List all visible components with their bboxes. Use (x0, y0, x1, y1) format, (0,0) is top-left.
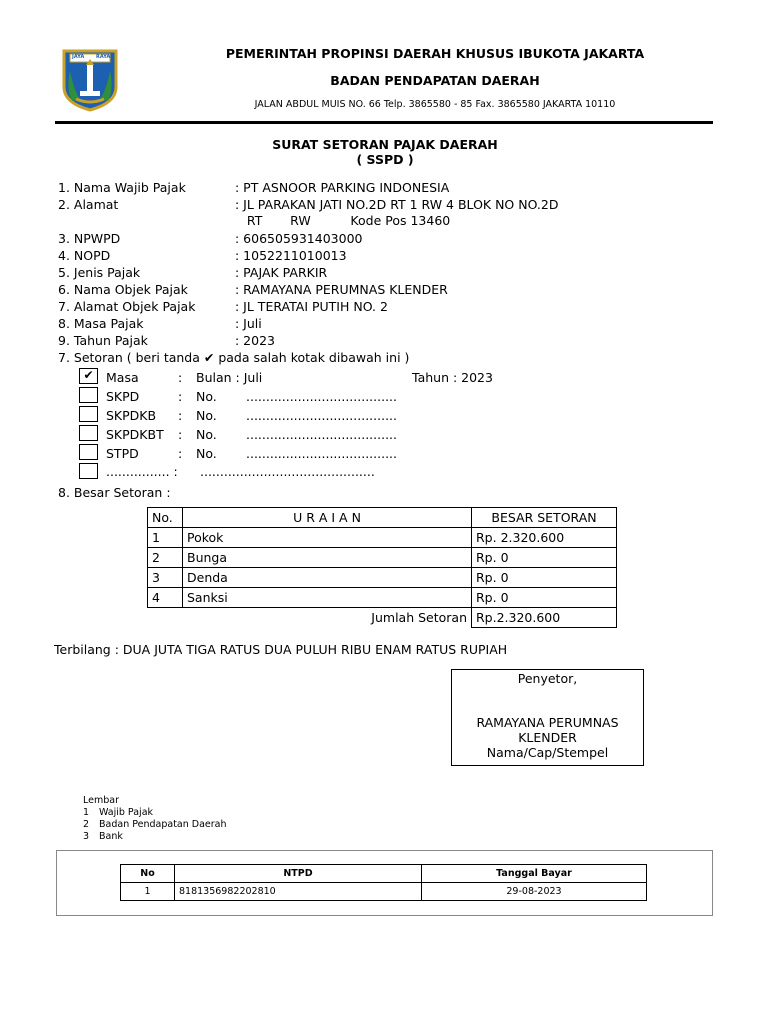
checkbox-extra: ...................................... (246, 446, 397, 461)
payment-table (120, 864, 647, 901)
table-cell: Rp. 0 (472, 588, 617, 608)
field-label: 9. Tahun Pajak (58, 333, 148, 348)
signature-name-line2: KLENDER (518, 730, 577, 745)
header-address: JALAN ABDUL MUIS NO. 66 Telp. 3865580 - 85 Fax. 3865580 JAKARTA 10110 (254, 99, 616, 110)
table-row (121, 883, 647, 901)
field-label: 2. Alamat (58, 197, 119, 212)
checkbox-text: No. (196, 427, 217, 442)
checkbox-extra: Tahun : 2023 (412, 370, 493, 385)
table-row (148, 588, 617, 608)
signature-title: Penyetor, (517, 671, 578, 686)
field-value: : 2023 (235, 333, 275, 348)
signature-name-line1: RAMAYANA PERUMNAS (476, 715, 619, 730)
checkbox-text: No. (196, 389, 217, 404)
field-value: : Juli (235, 316, 262, 331)
field-label: 6. Nama Objek Pajak (58, 282, 188, 297)
checkbox-extra: ...................................... (246, 427, 397, 442)
list-item: 2 Badan Pendapatan Daerah (83, 819, 227, 830)
field-label: 1. Nama Wajib Pajak (58, 180, 186, 195)
table-cell: 2 (148, 548, 183, 568)
checkbox-skpdkbt[interactable] (79, 425, 98, 441)
table-cell: Sanksi (183, 588, 472, 608)
field-label: 8. Masa Pajak (58, 316, 144, 331)
table-cell: 8181356982202810 (175, 883, 422, 901)
document-title: SURAT SETORAN PAJAK DAERAH (272, 137, 498, 152)
field-label: 7. Alamat Objek Pajak (58, 299, 196, 314)
header-divider (55, 121, 713, 124)
checkbox-label: SKPDKBT (106, 427, 164, 442)
table-row (148, 528, 617, 548)
table-total-row (148, 608, 617, 628)
list-item: 3 Bank (83, 831, 123, 842)
checkbox-colon: : (178, 408, 183, 423)
checkbox-extra: ...................................... (246, 408, 397, 423)
checkbox-other[interactable] (79, 463, 98, 479)
table-header-cell: BESAR SETORAN (472, 508, 617, 528)
table-cell: Rp. 0 (472, 568, 617, 588)
checkbox-label: SKPD (106, 389, 140, 404)
field-value: : RAMAYANA PERUMNAS KLENDER (235, 282, 448, 297)
checkbox-skpd[interactable] (79, 387, 98, 403)
table-header-row (148, 508, 617, 528)
checkbox-text: No. (196, 446, 217, 461)
table-cell: 1 (148, 528, 183, 548)
table-header-cell: No (121, 865, 175, 883)
checkbox-label: Masa (106, 370, 139, 385)
header-government-name: PEMERINTAH PROPINSI DAERAH KHUSUS IBUKOTA JAKARTA (225, 46, 645, 61)
table-header-cell: No. (148, 508, 183, 528)
checkbox-extra: ............................................ (200, 464, 375, 479)
table-cell: 4 (148, 588, 183, 608)
table-header-cell: U R A I A N (183, 508, 472, 528)
logo-text-left: JAYA (72, 54, 85, 60)
total-value: Rp.2.320.600 (472, 608, 617, 628)
checkbox-label: SKPDKB (106, 408, 157, 423)
checkbox-extra: ...................................... (246, 389, 397, 404)
list-item: 1 Wajib Pajak (83, 807, 154, 818)
field-value: : PAJAK PARKIR (235, 265, 328, 280)
checkbox-colon: : (178, 446, 183, 461)
table-cell: 3 (148, 568, 183, 588)
checkbox-label: STPD (106, 446, 139, 461)
field-label: 3. NPWPD (58, 231, 121, 246)
table-cell: Rp. 0 (472, 548, 617, 568)
checkbox-masa[interactable]: ✔ (79, 368, 98, 384)
signature-box (451, 669, 644, 766)
besar-setoran-label: 8. Besar Setoran : (58, 485, 171, 500)
header-agency-name: BADAN PENDAPATAN DAERAH (330, 73, 540, 88)
field-value: : JL TERATAI PUTIH NO. 2 (235, 299, 388, 314)
table-header-cell: NTPD (175, 865, 422, 883)
terbilang-text: Terbilang : DUA JUTA TIGA RATUS DUA PULUH RIBU ENAM RATUS RUPIAH (54, 642, 508, 657)
lembar-title: Lembar (83, 795, 119, 806)
logo-text-right: RAYA (96, 54, 111, 60)
setoran-instruction: 7. Setoran ( beri tanda ✔ pada salah kotak dibawah ini ) (58, 350, 410, 365)
table-row (148, 548, 617, 568)
checkbox-colon: : (178, 389, 183, 404)
checkbox-text: Bulan : Juli (196, 370, 263, 385)
field-value: : 1052211010013 (235, 248, 347, 263)
field-label: 4. NOPD (58, 248, 111, 263)
checkbox-label: ................ : (106, 464, 178, 479)
dki-jakarta-logo (60, 49, 120, 112)
checkbox-colon: : (178, 370, 183, 385)
document-subtitle: ( SSPD ) (356, 152, 414, 167)
table-row (148, 568, 617, 588)
field-value: : PT ASNOOR PARKING INDONESIA (235, 180, 450, 195)
table-cell: 29-08-2023 (422, 883, 647, 901)
field-value: : JL PARAKAN JATI NO.2D RT 1 RW 4 BLOK NO NO.2D (235, 197, 559, 212)
signature-caption: Nama/Cap/Stempel (486, 745, 609, 760)
lembar-list (83, 795, 227, 843)
checkbox-colon: : (178, 427, 183, 442)
table-header-row (121, 865, 647, 883)
table-cell: Rp. 2.320.600 (472, 528, 617, 548)
table-cell: 1 (121, 883, 175, 901)
setoran-table (147, 507, 617, 628)
table-header-cell: Tanggal Bayar (422, 865, 647, 883)
table-cell: Denda (183, 568, 472, 588)
field-label: 5. Jenis Pajak (58, 265, 141, 280)
checkbox-skpdkb[interactable] (79, 406, 98, 422)
total-label: Jumlah Setoran (148, 608, 472, 628)
checkbox-text: No. (196, 408, 217, 423)
table-cell: Bunga (183, 548, 472, 568)
field-value: RT RW Kode Pos 13460 (235, 213, 451, 228)
table-cell: Pokok (183, 528, 472, 548)
field-value: : 606505931403000 (235, 231, 363, 246)
checkbox-stpd[interactable] (79, 444, 98, 460)
